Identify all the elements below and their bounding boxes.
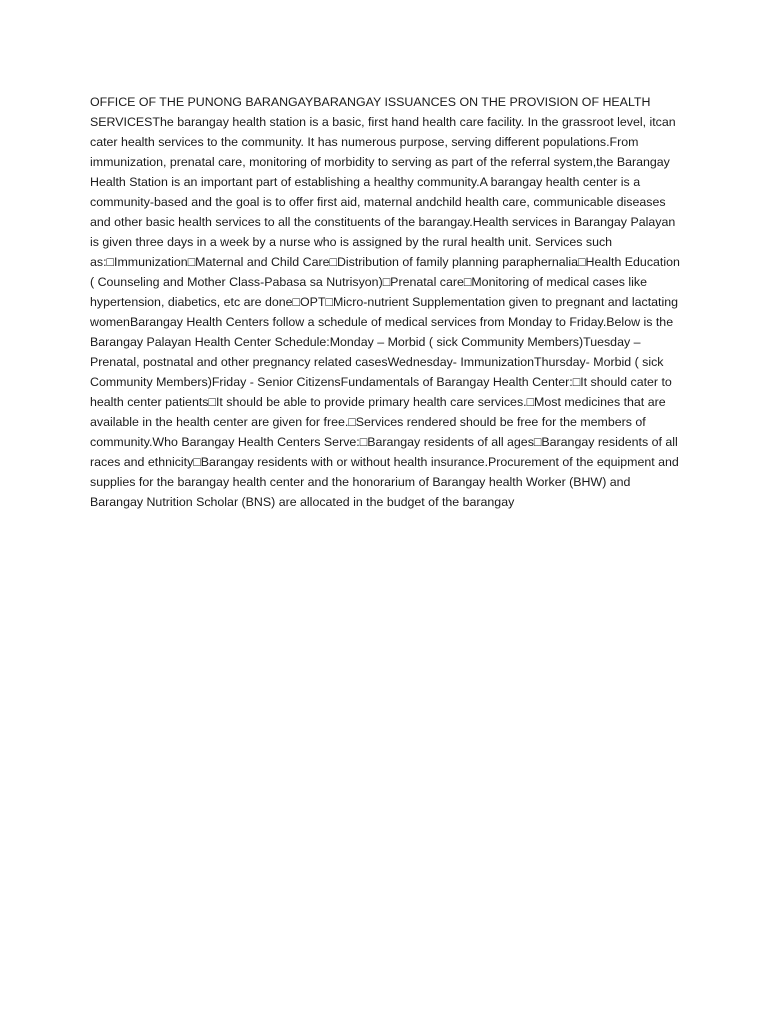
document-body-text: OFFICE OF THE PUNONG BARANGAYBARANGAY ISSUANCES ON THE PROVISION OF HEALTH SERVICESThe barangay health station is a basic, first hand health care facility. In the grassroot level, itcan cater health services to the community. It has numerous purpose, serving different populations.From immunization, prenatal care, monitoring of morbidity to serving as part of the referral system,the Barangay Health Station is an important part of establishing a healthy community.A barangay health center is a community-based and the goal is to offer first aid, maternal andchild health care, communicable diseases and other basic health services to all the constituents of the barangay.Health services in Barangay Palayan is given three days in a week by a nurse who is assigned by the rural health unit. Services such as:□Immunization□Maternal and Child Care□Distribution of family planning paraphernalia□Health Education ( Counseling and Mother Class-Pabasa sa Nutrisyon)□Prenatal care□Monitoring of medical cases like hypertension, diabetics, etc are done□OPT□Micro-nutrient Supplementation given to pregnant and lactating womenBarangay Health Centers follow a schedule of medical services from Monday to Friday.Below is the Barangay Palayan Health Center Schedule:Monday – Morbid ( sick Community Members)Tuesday – Prenatal, postnatal and other pregnancy related casesWednesday- ImmunizationThursday- Morbid ( sick Community Members)Friday - Senior CitizensFundamentals of Barangay Health Center:□It should cater to health center patients□It should be able to provide primary health care services.□Most medicines that are available in the health center are given for free.□Services rendered should be free for the members of community.Who Barangay Health Centers Serve:□Barangay residents of all ages□Barangay residents of all races and ethnicity□Barangay residents with or without health insurance.Procurement of the equipment and supplies for the barangay health center and the honorarium of Barangay health Worker (BHW) and Barangay Nutrition Scholar (BNS) are allocated in the budget of the barangay bbox=[90, 95, 680, 509]
